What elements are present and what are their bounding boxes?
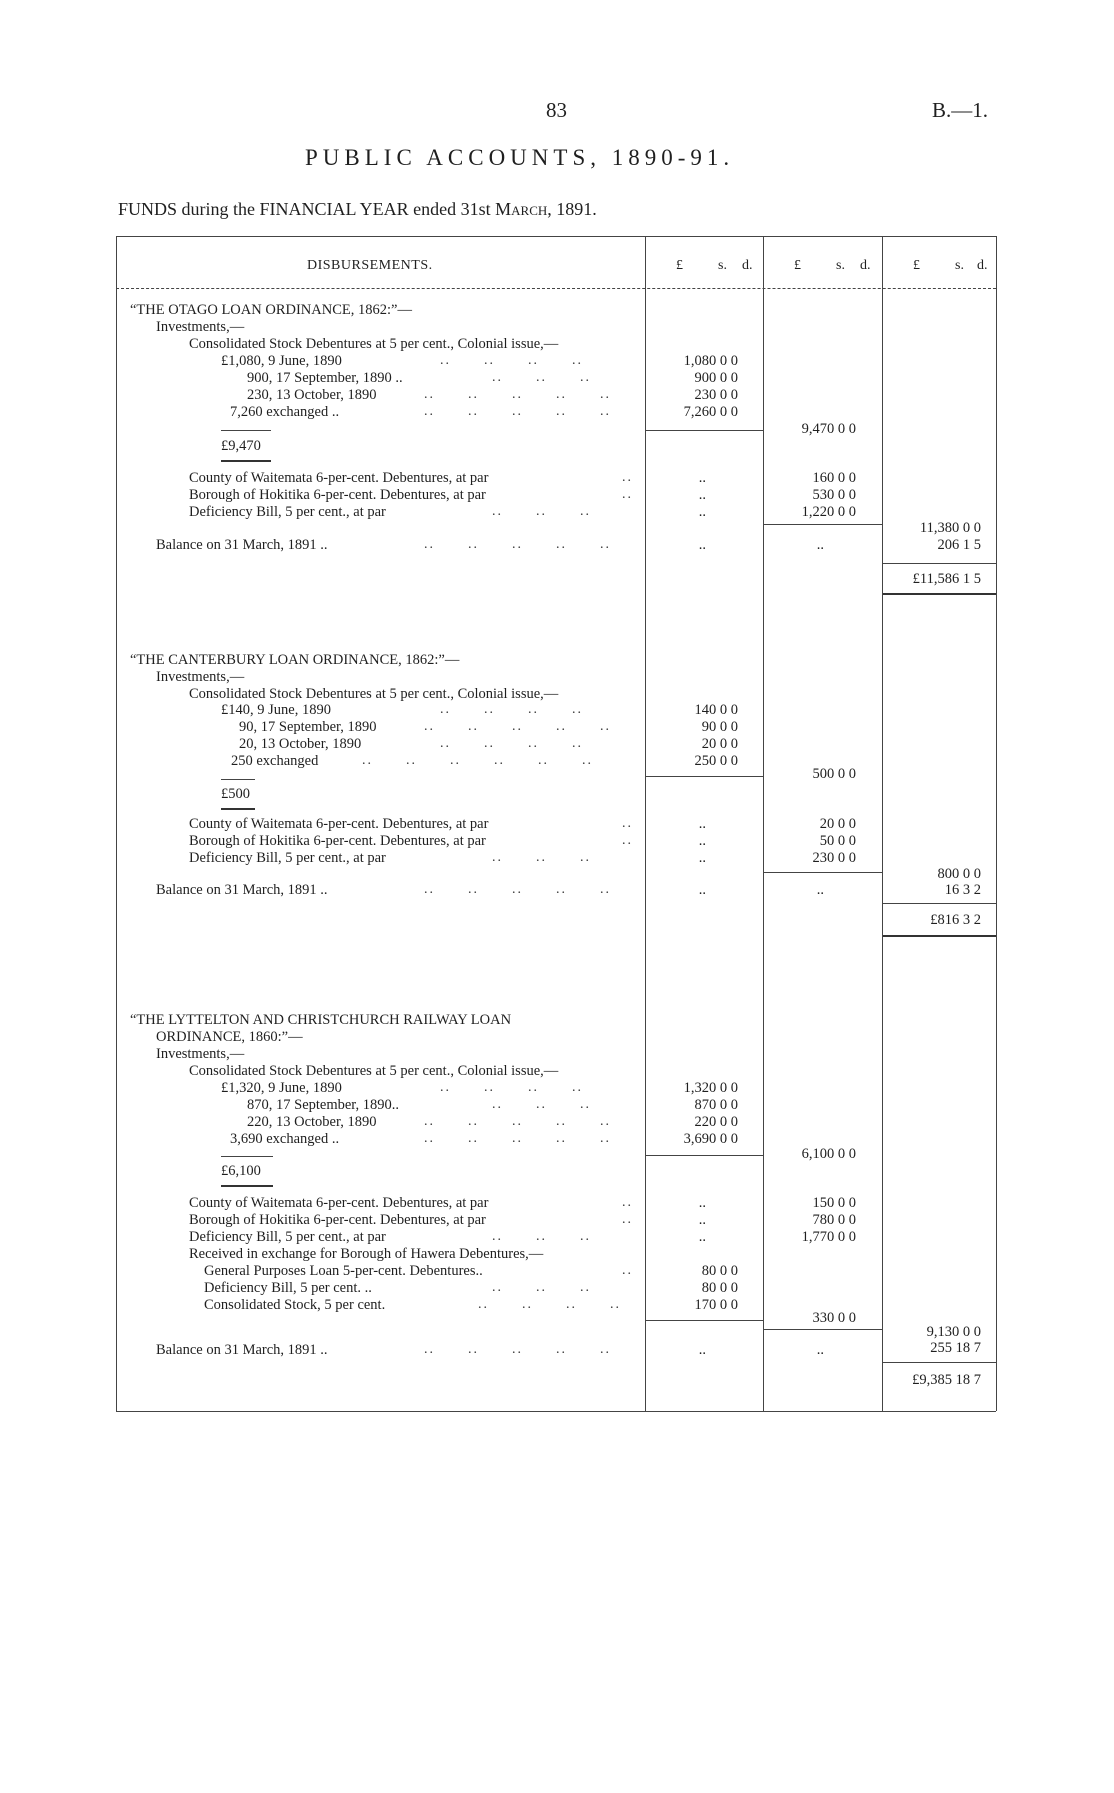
- page-reference: B.—1.: [932, 98, 989, 122]
- exchange-line-label: Consolidated Stock, 5 per cent.: [204, 1297, 386, 1313]
- other-line-amount: 1,770 0 0: [801, 1229, 856, 1245]
- exchange-line-amount: 80 0 0: [701, 1280, 738, 1296]
- line-amount: 1,320 0 0: [683, 1080, 738, 1096]
- other-line-label: Deficiency Bill, 5 per cent., at par: [189, 850, 386, 866]
- other-line-amount: 780 0 0: [812, 1212, 856, 1228]
- exchange-line-label: General Purposes Loan 5-per-cent. Debentures..: [204, 1263, 483, 1279]
- col2-pound-header: £: [794, 258, 801, 273]
- table-left-rule: [116, 236, 117, 1411]
- line-amount: 250 0 0: [694, 753, 738, 769]
- other-line-label: Borough of Hokitika 6-per-cent. Debentures, at par: [189, 833, 486, 849]
- other-line-col1: ..: [698, 1229, 706, 1245]
- line-amount: 3,690 0 0: [683, 1131, 738, 1147]
- col3-shilling-header: s.: [955, 258, 964, 273]
- line-amount: 90 0 0: [701, 719, 738, 735]
- subtotal-amount: 500 0 0: [812, 766, 856, 782]
- other-line-amount: 230 0 0: [812, 850, 856, 866]
- other-line-col1: ..: [698, 487, 706, 503]
- exchange-line-amount: 80 0 0: [701, 1263, 738, 1279]
- page-title: PUBLIC ACCOUNTS, 1890-91.: [305, 145, 735, 170]
- other-line-amount: 20 0 0: [819, 816, 856, 832]
- total-invested: 9,130 0 0: [926, 1324, 981, 1340]
- balance-amount: 16 3 2: [944, 882, 981, 898]
- subtotal-amount: 9,470 0 0: [801, 421, 856, 437]
- exchange-line-label: Deficiency Bill, 5 per cent. ..: [204, 1280, 372, 1296]
- page-subtitle: [118, 199, 597, 220]
- section-title-continued: ORDINANCE, 1860:”—: [156, 1029, 303, 1045]
- col3-rule: [882, 236, 883, 1411]
- disbursements-header: DISBURSEMENTS.: [307, 258, 433, 273]
- col3-pence-header: d.: [977, 258, 988, 273]
- col1-pound-header: £: [676, 258, 683, 273]
- line-label: 20, 13 October, 1890: [239, 736, 362, 752]
- balance-col2: ..: [816, 882, 824, 898]
- line-amount: 230 0 0: [694, 387, 738, 403]
- subtitle-prefix: FUNDS during the FINANCIAL YEAR ended 31st: [118, 199, 496, 219]
- line-amount: 20 0 0: [701, 736, 738, 752]
- subtotal-amount: 6,100 0 0: [801, 1146, 856, 1162]
- line-amount: 140 0 0: [694, 702, 738, 718]
- col1-shilling-header: s.: [718, 258, 727, 273]
- other-line-col1: ..: [698, 833, 706, 849]
- total-invested: 800 0 0: [937, 866, 981, 882]
- col1-pence-header: d.: [742, 258, 753, 273]
- line-label: £1,320, 9 June, 1890: [221, 1080, 342, 1096]
- line-amount: 870 0 0: [694, 1097, 738, 1113]
- total-invested: 11,380 0 0: [919, 520, 981, 536]
- subtotal-label: £6,100: [221, 1163, 261, 1179]
- line-label: 870, 17 September, 1890..: [247, 1097, 400, 1113]
- line-label: 250 exchanged: [231, 753, 319, 769]
- balance-label: Balance on 31 March, 1891 ..: [156, 537, 328, 553]
- other-line-col1: ..: [698, 470, 706, 486]
- other-line-label: Borough of Hokitika 6-per-cent. Debentures, at par: [189, 1212, 486, 1228]
- col2-shilling-header: s.: [836, 258, 845, 273]
- other-line-amount: 1,220 0 0: [801, 504, 856, 520]
- line-label: £1,080, 9 June, 1890: [221, 353, 342, 369]
- section-title: “THE CANTERBURY LOAN ORDINANCE, 1862:”—: [130, 652, 460, 668]
- page-number: 83: [546, 98, 567, 122]
- balance-label: Balance on 31 March, 1891 ..: [156, 882, 328, 898]
- section-title: “THE LYTTELTON AND CHRISTCHURCH RAILWAY LOAN: [130, 1012, 512, 1028]
- other-line-amount: 160 0 0: [812, 470, 856, 486]
- grand-total: £9,385 18 7: [912, 1372, 981, 1388]
- investments-label: Investments,—: [156, 319, 245, 335]
- balance-label: Balance on 31 March, 1891 ..: [156, 1342, 328, 1358]
- other-line-col1: ..: [698, 816, 706, 832]
- balance-col1: ..: [698, 537, 706, 553]
- balance-col2: ..: [816, 537, 824, 553]
- line-label: 230, 13 October, 1890: [247, 387, 377, 403]
- subtotal-label: £9,470: [221, 438, 261, 454]
- other-line-amount: 50 0 0: [819, 833, 856, 849]
- line-label: 3,690 exchanged ..: [230, 1131, 340, 1147]
- stock-heading: Consolidated Stock Debentures at 5 per cent., Colonial issue,—: [189, 1063, 559, 1079]
- line-amount: 7,260 0 0: [683, 404, 738, 420]
- other-line-col1: ..: [698, 504, 706, 520]
- table-bottom-rule: [116, 1411, 996, 1412]
- other-line-col1: ..: [698, 1212, 706, 1228]
- line-amount: 900 0 0: [694, 370, 738, 386]
- subtitle-month: March: [495, 199, 548, 219]
- other-line-label: Borough of Hokitika 6-per-cent. Debentures, at par: [189, 487, 486, 503]
- investments-label: Investments,—: [156, 1046, 245, 1062]
- other-line-label: County of Waitemata 6-per-cent. Debentures, at par: [189, 470, 489, 486]
- subtotal-label: £500: [221, 786, 250, 802]
- balance-col1: ..: [698, 882, 706, 898]
- line-amount: 1,080 0 0: [683, 353, 738, 369]
- other-line-amount: 150 0 0: [812, 1195, 856, 1211]
- table-top-rule: [116, 236, 996, 237]
- balance-amount: 206 1 5: [937, 537, 981, 553]
- col2-pence-header: d.: [860, 258, 871, 273]
- line-label: 900, 17 September, 1890 ..: [247, 370, 403, 386]
- header-rule: [116, 288, 996, 289]
- table-right-rule: [996, 236, 997, 1411]
- investments-label: Investments,—: [156, 669, 245, 685]
- line-label: 220, 13 October, 1890: [247, 1114, 377, 1130]
- section-title: “THE OTAGO LOAN ORDINANCE, 1862:”—: [130, 302, 412, 318]
- other-line-label: County of Waitemata 6-per-cent. Debentures, at par: [189, 816, 489, 832]
- line-amount: 220 0 0: [694, 1114, 738, 1130]
- stock-heading: Consolidated Stock Debentures at 5 per cent., Colonial issue,—: [189, 336, 559, 352]
- line-label: 90, 17 September, 1890: [239, 719, 377, 735]
- other-line-label: Deficiency Bill, 5 per cent., at par: [189, 504, 386, 520]
- stock-heading: Consolidated Stock Debentures at 5 per cent., Colonial issue,—: [189, 686, 559, 702]
- other-line-label: County of Waitemata 6-per-cent. Debentures, at par: [189, 1195, 489, 1211]
- grand-total: £11,586 1 5: [912, 571, 981, 587]
- balance-col1: ..: [698, 1342, 706, 1358]
- other-line-col1: ..: [698, 850, 706, 866]
- balance-col2: ..: [816, 1342, 824, 1358]
- other-line-amount: 530 0 0: [812, 487, 856, 503]
- other-line-label: Deficiency Bill, 5 per cent., at par: [189, 1229, 386, 1245]
- exchange-line-amount: 170 0 0: [694, 1297, 738, 1313]
- exchange-total: 330 0 0: [812, 1310, 856, 1326]
- balance-amount: 255 18 7: [930, 1340, 981, 1356]
- other-line-col1: ..: [698, 1195, 706, 1211]
- subtitle-suffix: , 1891.: [547, 199, 597, 219]
- exchange-heading: Received in exchange for Borough of Hawera Debentures,—: [189, 1246, 544, 1262]
- line-label: £140, 9 June, 1890: [221, 702, 331, 718]
- col3-pound-header: £: [913, 258, 920, 273]
- line-label: 7,260 exchanged ..: [230, 404, 340, 420]
- grand-total: £816 3 2: [930, 912, 981, 928]
